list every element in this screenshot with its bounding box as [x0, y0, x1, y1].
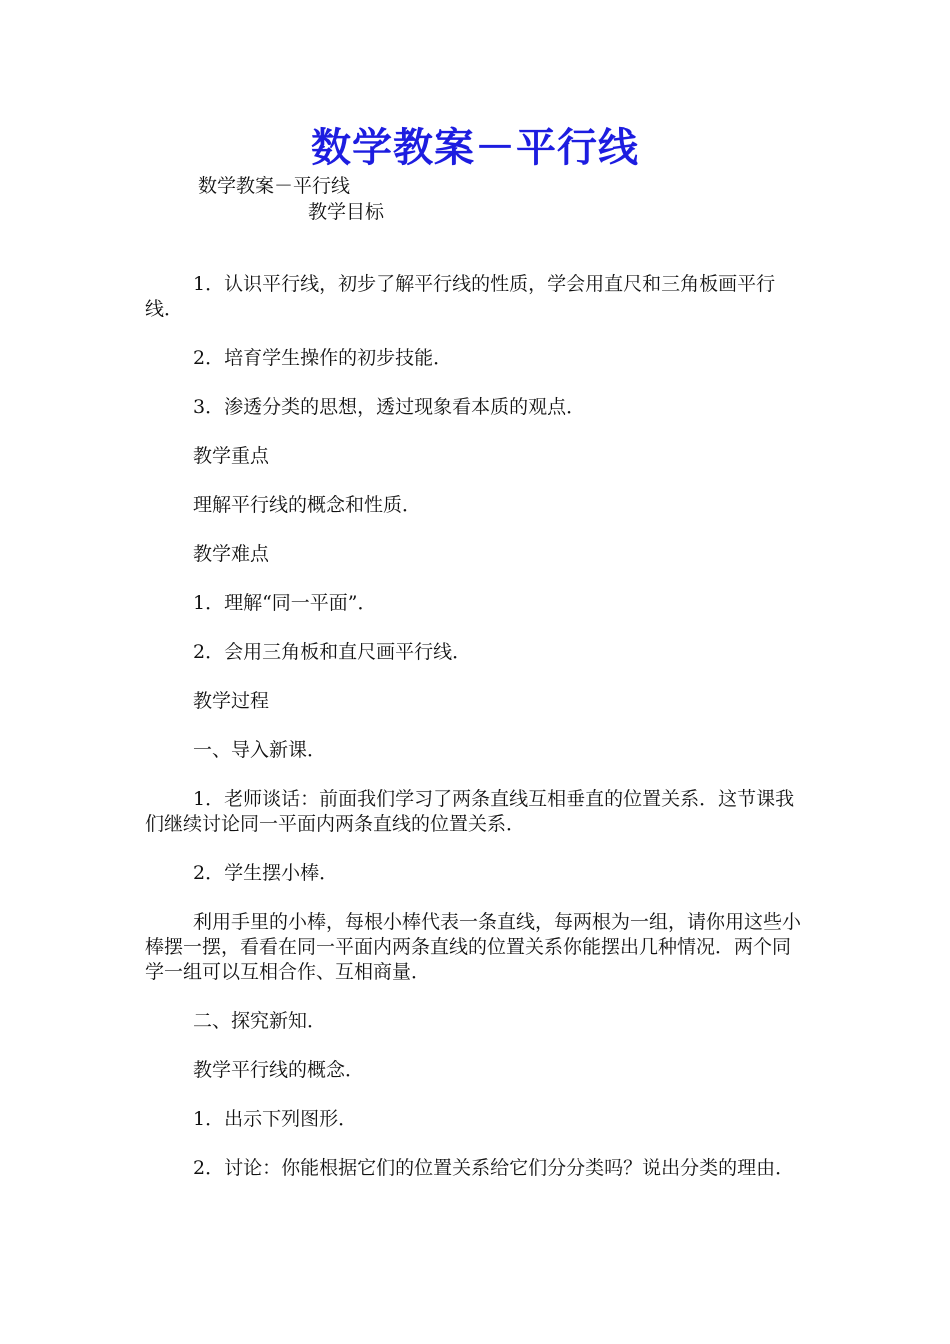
section-heading: 教学目标 — [308, 201, 385, 223]
paragraph: 理解平行线的概念和性质． — [193, 494, 422, 516]
paragraph: 3．渗透分类的思想，透过现象看本质的观点． — [193, 396, 586, 418]
paragraph: 2．讨论：你能根据它们的位置关系给它们分分类吗？说出分类的理由． — [193, 1157, 795, 1179]
document-title: 数学教案－平行线 — [311, 125, 639, 171]
paragraph: 一、导入新课． — [193, 739, 327, 761]
paragraph: 1．老师谈话：前面我们学习了两条直线互相垂直的位置关系．这节课我们继续讨论同一平面内两条直线的位置关系． — [145, 788, 795, 835]
paragraph: 2．会用三角板和直尺画平行线． — [193, 641, 472, 663]
paragraph: 利用手里的小棒，每根小棒代表一条直线，每两根为一组，请你用这些小棒摆一摆，看看在同一平面内两条直线的位置关系你能摆出几种情况．两个同学一组可以互相合作、互相商量． — [145, 911, 802, 983]
paragraph: 教学难点 — [193, 543, 270, 565]
paragraph: 1．出示下列图形． — [193, 1108, 358, 1130]
document-subtitle: 数学教案－平行线 — [198, 175, 351, 197]
paragraph: 2．培育学生操作的初步技能． — [193, 347, 453, 369]
paragraph: 教学重点 — [193, 445, 270, 467]
paragraph: 二、探究新知． — [193, 1010, 327, 1032]
paragraph: 2．学生摆小棒． — [193, 862, 339, 884]
document-body — [145, 272, 807, 1205]
paragraph: 教学平行线的概念． — [193, 1059, 365, 1081]
paragraph: 1．认识平行线，初步了解平行线的性质，学会用直尺和三角板画平行线． — [145, 273, 776, 320]
paragraph: 1．理解“同一平面”． — [193, 592, 377, 614]
paragraph: 教学过程 — [193, 690, 270, 712]
